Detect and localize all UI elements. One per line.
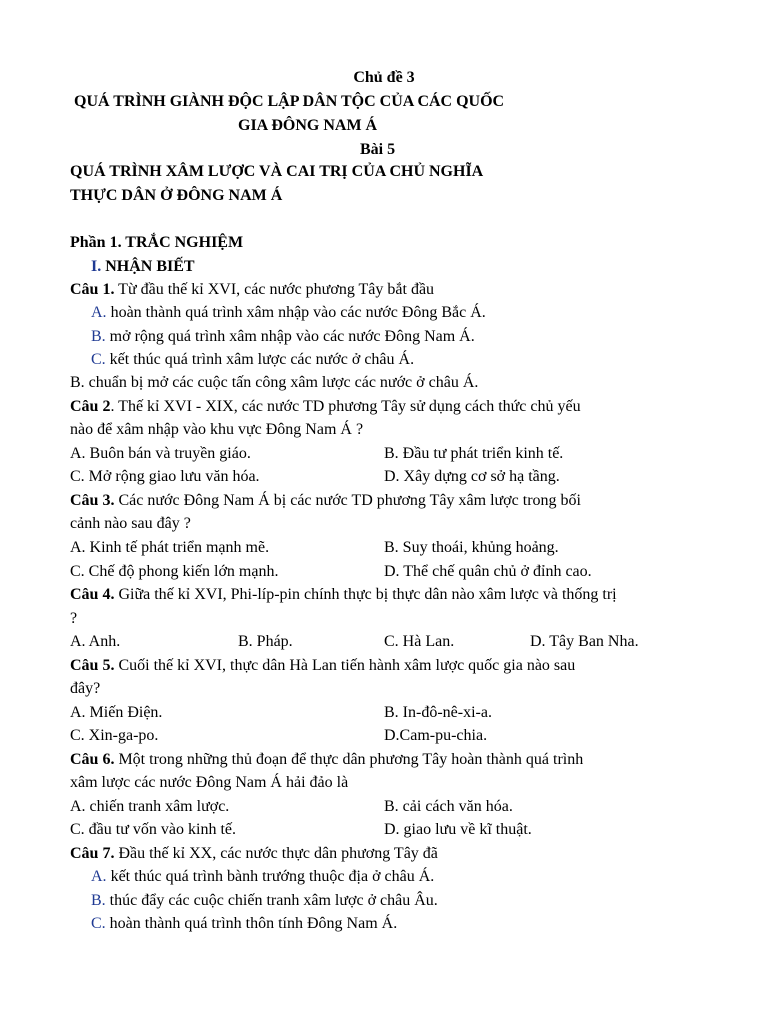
option-c: C. Chế độ phong kiến lớn mạnh. xyxy=(70,563,279,580)
option-text: mở rộng quá trình xâm nhập vào các nước Đông Nam Á. xyxy=(105,328,475,345)
option-key: B. xyxy=(91,892,106,909)
option-c: C. Hà Lan. xyxy=(384,633,455,650)
question-3 xyxy=(70,491,581,511)
option-d: D. Tây Ban Nha. xyxy=(530,633,639,650)
topic-heading: Chủ đề 3 xyxy=(353,69,415,86)
question-label: Câu 7. xyxy=(70,845,115,862)
option-text: thúc đẩy các cuộc chiến tranh xâm lược ở châu Âu. xyxy=(105,892,438,909)
option-c: C. Mở rộng giao lưu văn hóa. xyxy=(70,468,260,485)
question-text: Cuối thế kỉ XVI, thực dân Hà Lan tiến hành xâm lược quốc gia nào sau xyxy=(114,657,576,674)
question-label: Câu 6. xyxy=(70,751,115,768)
question-5 xyxy=(70,656,575,676)
option-b: B. cải cách văn hóa. xyxy=(384,798,513,815)
option-b: B. Đầu tư phát triển kinh tế. xyxy=(384,445,564,462)
question-text: Giữa thế kỉ XVI, Phi-líp-pin chính thực bị thực dân nào xâm lược và thống trị xyxy=(114,586,617,603)
part-heading: Phần 1. TRẮC NGHIỆM xyxy=(70,234,244,251)
option-b xyxy=(91,327,475,347)
option-text: chuẩn bị mở các cuộc tấn công xâm lược các nước ở châu Á. xyxy=(84,374,479,391)
option-d xyxy=(70,373,478,393)
option-d: D.Cam-pu-chia. xyxy=(384,727,488,744)
option-c xyxy=(91,350,414,370)
option-b: B. Pháp. xyxy=(238,633,293,650)
option-key: C. xyxy=(91,915,106,932)
lesson-heading: Bài 5 xyxy=(360,141,396,158)
option-a: A. Kinh tế phát triển mạnh mẽ. xyxy=(70,539,270,556)
option-text: kết thúc quá trình bành trướng thuộc địa ở châu Á. xyxy=(106,868,435,885)
question-7 xyxy=(70,844,438,864)
option-d: D. Thể chế quân chủ ở đỉnh cao. xyxy=(384,563,592,580)
option-d: D. Xây dựng cơ sở hạ tầng. xyxy=(384,468,560,485)
option-c xyxy=(91,914,397,934)
question-label: Câu 1. xyxy=(70,281,115,298)
option-a xyxy=(91,867,434,887)
option-b: B. Suy thoái, khủng hoảng. xyxy=(384,539,559,556)
lesson-title-line-2: THỰC DÂN Ở ĐÔNG NAM Á xyxy=(70,187,283,204)
option-a: A. Anh. xyxy=(70,633,121,650)
question-4 xyxy=(70,585,617,605)
level-heading xyxy=(91,257,195,277)
option-a: A. chiến tranh xâm lược. xyxy=(70,798,230,815)
level-number: I. xyxy=(91,258,102,275)
lesson-title-line-1: QUÁ TRÌNH XÂM LƯỢC VÀ CAI TRỊ CỦA CHỦ NGHĨA xyxy=(70,163,484,180)
question-label: Câu 4. xyxy=(70,586,115,603)
option-text: hoàn thành quá trình thôn tính Đông Nam Á. xyxy=(105,915,398,932)
option-key: B. xyxy=(70,374,85,391)
question-6 xyxy=(70,750,583,770)
question-label: Câu 5. xyxy=(70,657,115,674)
question-text: . Thế kỉ XVI - XIX, các nước TD phương Tây sử dụng cách thức chủ yếu xyxy=(110,398,581,415)
option-key: A. xyxy=(91,304,107,321)
question-label: Câu 3. xyxy=(70,492,115,509)
topic-title-line-2: GIA ĐÔNG NAM Á xyxy=(238,117,378,134)
question-text: Một trong những thủ đoạn để thực dân phương Tây hoàn thành quá trình xyxy=(114,751,584,768)
option-d: D. giao lưu về kĩ thuật. xyxy=(384,821,532,838)
question-2-line-2: nào để xâm nhập vào khu vực Đông Nam Á ? xyxy=(70,421,364,438)
question-5-line-2: đây? xyxy=(70,680,101,697)
option-c: C. Xin-ga-po. xyxy=(70,727,159,744)
question-1 xyxy=(70,280,434,300)
option-text: kết thúc quá trình xâm lược các nước ở châu Á. xyxy=(105,351,415,368)
option-text: hoàn thành quá trình xâm nhập vào các nước Đông Bắc Á. xyxy=(106,304,486,321)
topic-title-line-1: QUÁ TRÌNH GIÀNH ĐỘC LẬP DÂN TỘC CỦA CÁC QUỐC xyxy=(74,93,505,110)
question-6-line-2: xâm lược các nước Đông Nam Á hải đảo là xyxy=(70,774,349,791)
option-a xyxy=(91,303,486,323)
question-text: Các nước Đông Nam Á bị các nước TD phương Tây xâm lược trong bối xyxy=(114,492,581,509)
option-key: B. xyxy=(91,328,106,345)
option-c: C. đầu tư vốn vào kinh tế. xyxy=(70,821,236,838)
question-2 xyxy=(70,397,581,417)
option-key: C. xyxy=(91,351,106,368)
option-b xyxy=(91,891,438,911)
option-key: A. xyxy=(91,868,107,885)
option-a: A. Buôn bán và truyền giáo. xyxy=(70,445,251,462)
option-b: B. In-đô-nê-xi-a. xyxy=(384,704,492,721)
question-text: Từ đầu thế kỉ XVI, các nước phương Tây bắt đầu xyxy=(114,281,435,298)
question-4-line-2: ? xyxy=(70,610,78,627)
level-label: NHẬN BIẾT xyxy=(101,258,195,275)
question-label: Câu 2 xyxy=(70,398,111,415)
question-text: Đầu thế kỉ XX, các nước thực dân phương Tây đã xyxy=(114,845,438,862)
option-a: A. Miến Điện. xyxy=(70,704,163,721)
question-3-line-2: cảnh nào sau đây ? xyxy=(70,515,191,532)
